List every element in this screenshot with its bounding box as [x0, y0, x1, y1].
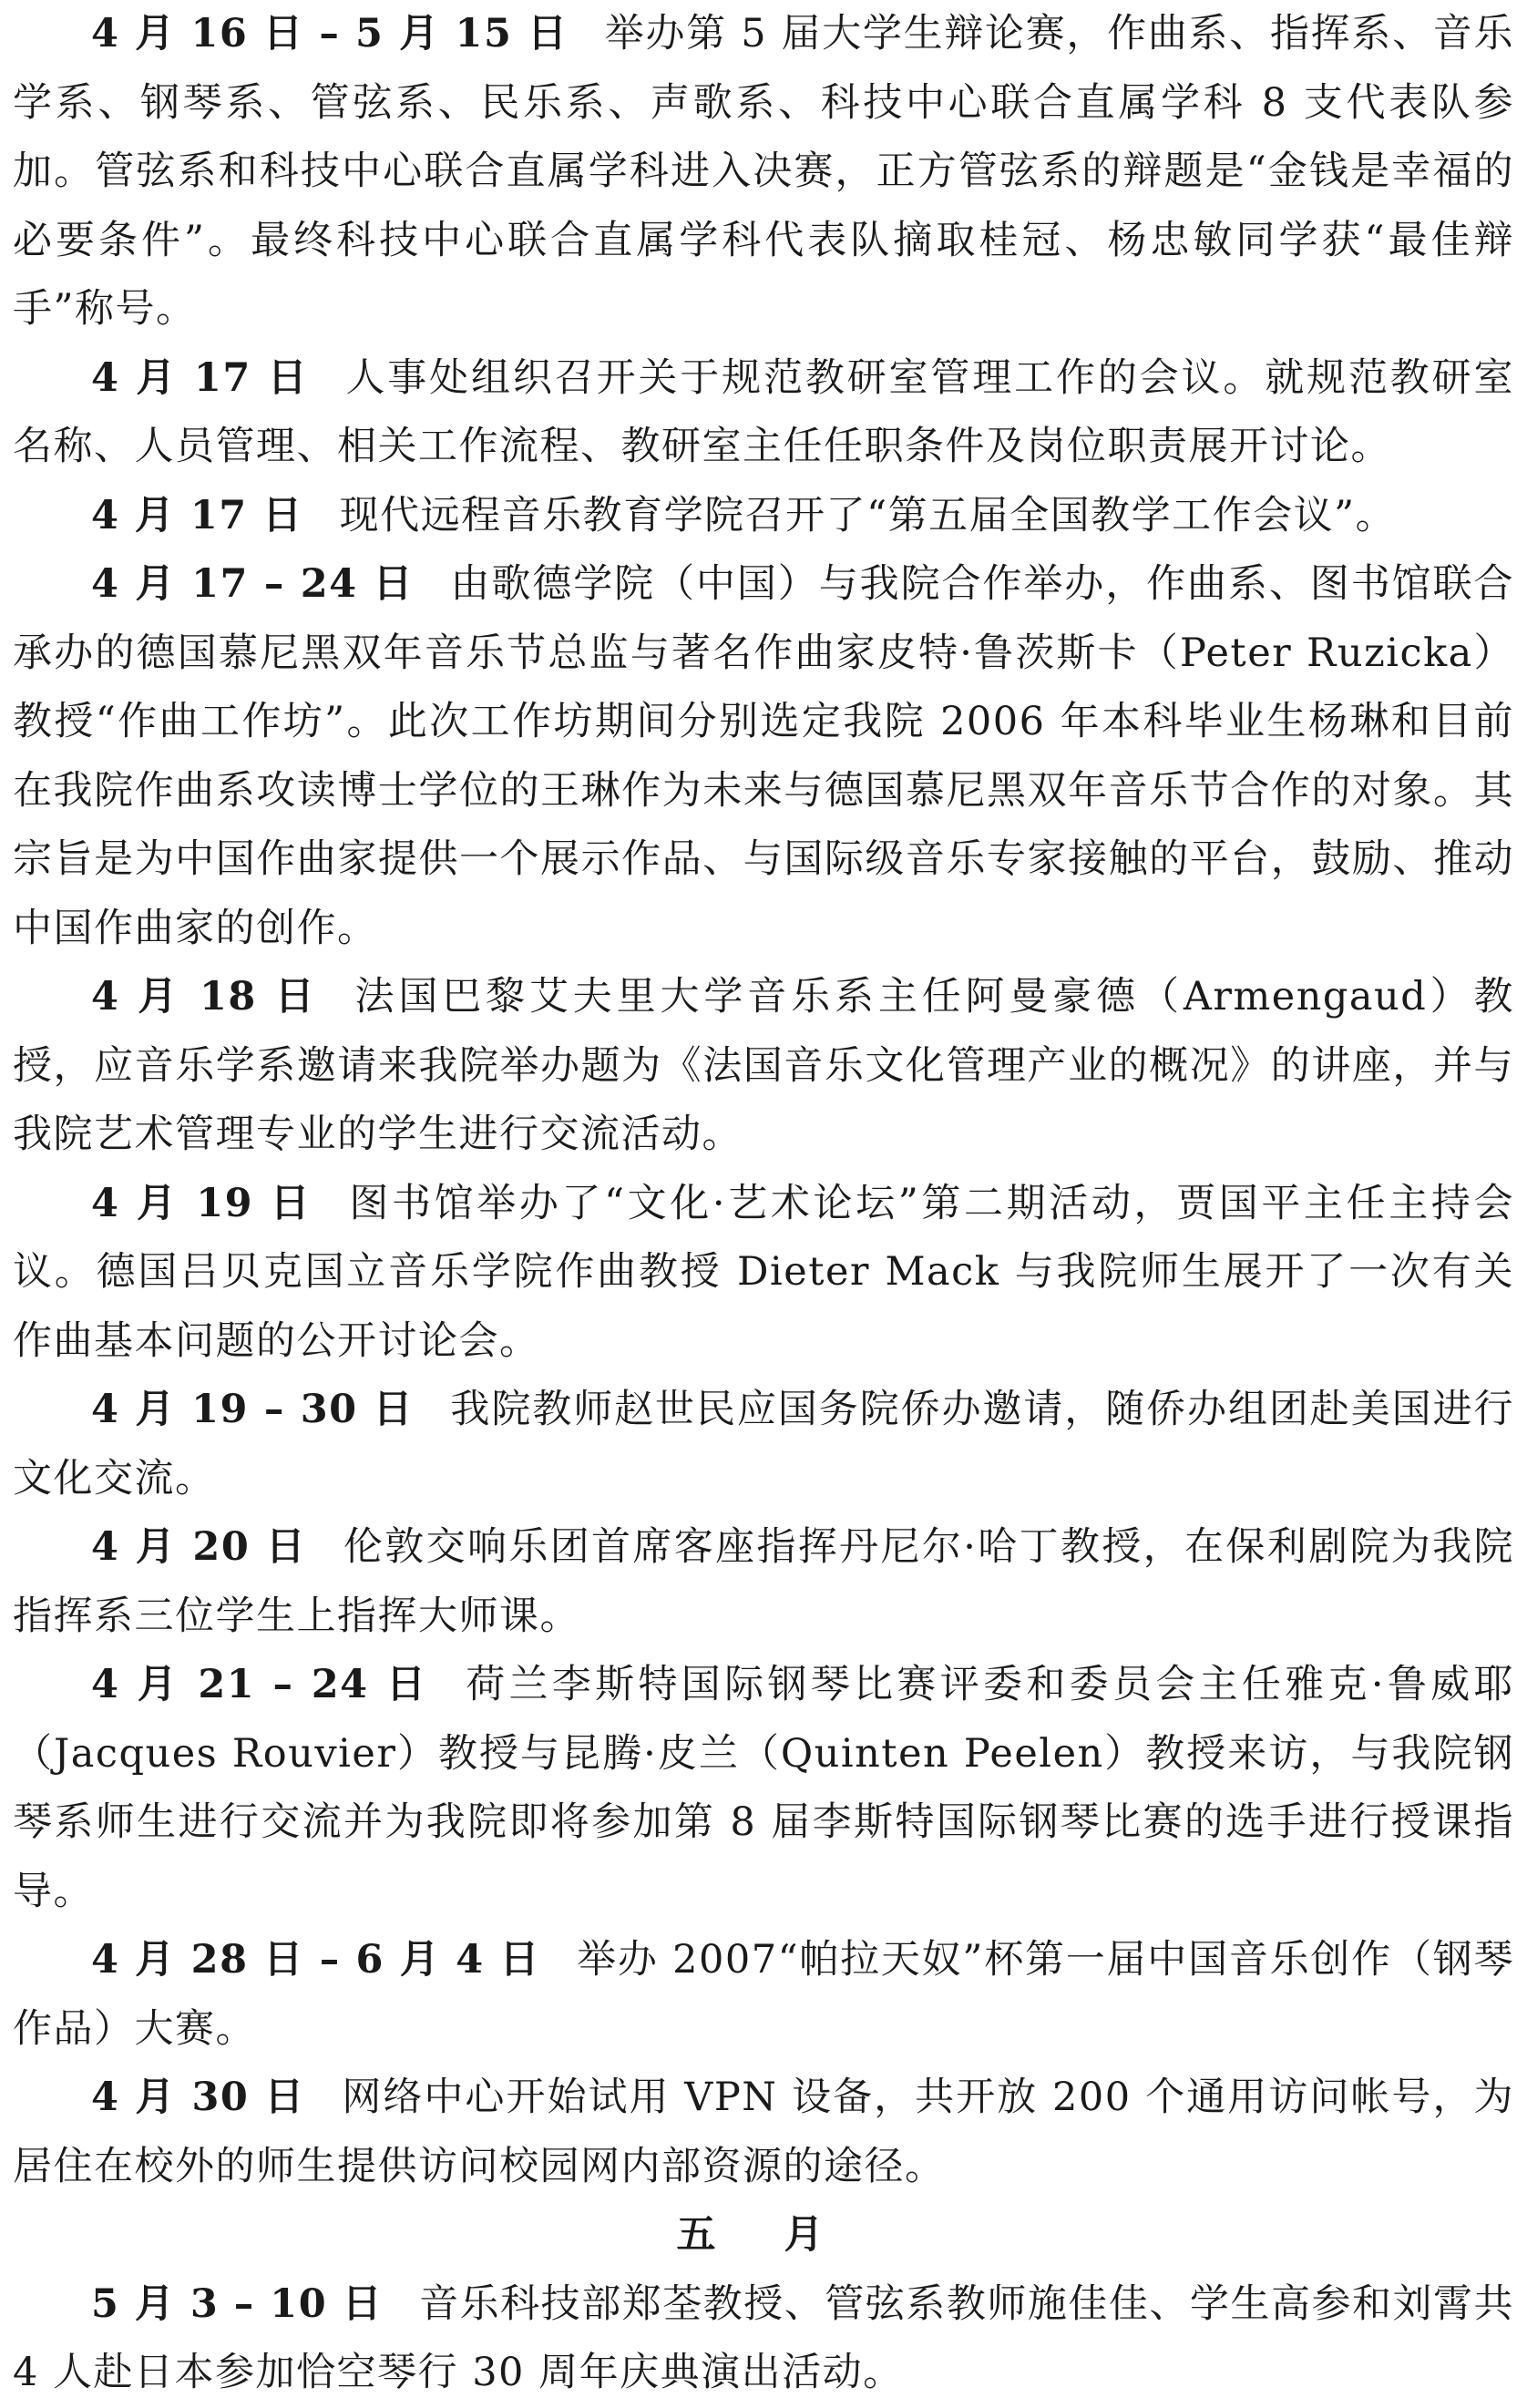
entry-text: 举办 2007“帕拉天奴”杯第一届中国音乐创作（钢琴作品）大赛。 [13, 1937, 1514, 2052]
entry-text: 举办第 5 届大学生辩论赛，作曲系、指挥系、音乐学系、钢琴系、管弦系、民乐系、声歌系、科技中心联合直属学科 8 支代表队参加。管弦系和科技中心联合直属学科进入决赛，正方管弦系的辩题是“金钱是幸福的必要条件”。最终科技中心联合直属学科代表队摘取桂冠、杨忠敏同学获“最佳辩手”称号。 [13, 11, 1514, 332]
entry-date: 4 月 18 日 [91, 974, 319, 1020]
entry-apr28-jun4 [13, 1926, 1514, 2064]
entry-date: 4 月 19 日 [91, 1180, 313, 1226]
entry-date: 4 月 17 – 24 日 [91, 561, 415, 607]
entry-apr20 [13, 1513, 1514, 1651]
entry-apr17-a [13, 344, 1514, 482]
entry-text: 伦敦交响乐团首席客座指挥丹尼尔·哈丁教授，在保利剧院为我院指挥系三位学生上指挥大师课。 [13, 1524, 1514, 1639]
entry-date: 4 月 28 日 – 6 月 4 日 [91, 1937, 541, 1983]
entry-date: 4 月 20 日 [91, 1524, 307, 1570]
entry-apr17-24 [13, 550, 1514, 963]
entry-apr16 [13, 0, 1514, 344]
entry-text: 人事处组织召开关于规范教研室管理工作的会议。就规范教研室名称、人员管理、相关工作流程、教研室主任任职条件及岗位职责展开讨论。 [13, 354, 1515, 469]
entry-date: 4 月 30 日 [91, 2075, 306, 2120]
entry-date: 5 月 3 – 10 日 [91, 2280, 384, 2327]
entry-apr17-b [13, 482, 1514, 551]
entry-text: 现代远程音乐教育学院召开了“第五届全国教学工作会议”。 [339, 492, 1397, 538]
entry-date: 4 月 21 – 24 日 [91, 1662, 430, 1707]
entry-date: 4 月 17 日 [91, 354, 310, 401]
entry-apr19-30 [13, 1376, 1514, 1513]
entry-text: 图书馆举办了“文化·艺术论坛”第二期活动，贾国平主任主持会议。德国吕贝克国立音乐学院作曲教授 Dieter Mack 与我院师生展开了一次有关作曲基本问题的公开讨论会。 [13, 1180, 1514, 1364]
entry-date: 4 月 17 日 [91, 492, 303, 538]
entry-date: 4 月 19 – 30 日 [91, 1387, 415, 1432]
entry-apr30 [13, 2064, 1514, 2201]
entry-text: 法国巴黎艾夫里大学音乐系主任阿曼豪德（Armengaud）教授，应音乐学系邀请来我院举办题为《法国音乐文化管理产业的概况》的讲座，并与我院艺术管理专业的学生进行交流活动。 [13, 974, 1514, 1157]
entry-text: 由歌德学院（中国）与我院合作举办，作曲系、图书馆联合承办的德国慕尼黑双年音乐节总监与著名作曲家皮特·鲁茨斯卡（Peter Ruzicka）教授“作曲工作坊”。此次工作坊期间分别选定我院 2006 年本科毕业生杨琳和目前在我院作曲系攻读博士学位的王琳作为未来与德国慕尼黑双年音乐节合作的对象。其宗旨是为中国作曲家提供一个展示作品、与国际级音乐专家接触的平台，鼓励、推动中国作曲家的创作。 [13, 561, 1515, 951]
entry-text: 荷兰李斯特国际钢琴比赛评委和委员会主任雅克·鲁威耶（Jacques Rouvier）教授与昆腾·皮兰（Quinten Peelen）教授来访，与我院钢琴系师生进行交流并为我院即将参加第 8 届李斯特国际钢琴比赛的选手进行授课指导。 [13, 1662, 1515, 1914]
entry-text: 我院教师赵世民应国务院侨办邀请，随侨办组团赴美国进行文化交流。 [13, 1387, 1515, 1501]
entry-apr18 [13, 963, 1514, 1170]
entry-date: 4 月 16 日 – 5 月 15 日 [91, 11, 569, 56]
entry-apr21-24 [13, 1651, 1514, 1926]
entry-text: 网络中心开始试用 VPN 设备，共开放 200 个通用访问帐号，为居住在校外的师生提供访问校园网内部资源的途径。 [13, 2075, 1514, 2189]
entry-text: 音乐科技部郑荃教授、管弦系教师施佳佳、学生高参和刘霄共 4 人赴日本参加恰空琴行 30 周年庆典演出活动。 [13, 2280, 1515, 2395]
month-heading-may: 五 月 [676, 2212, 851, 2258]
document-page [13, 0, 1514, 2408]
entry-apr19 [13, 1170, 1514, 1377]
entry-may3-10 [13, 2270, 1514, 2408]
